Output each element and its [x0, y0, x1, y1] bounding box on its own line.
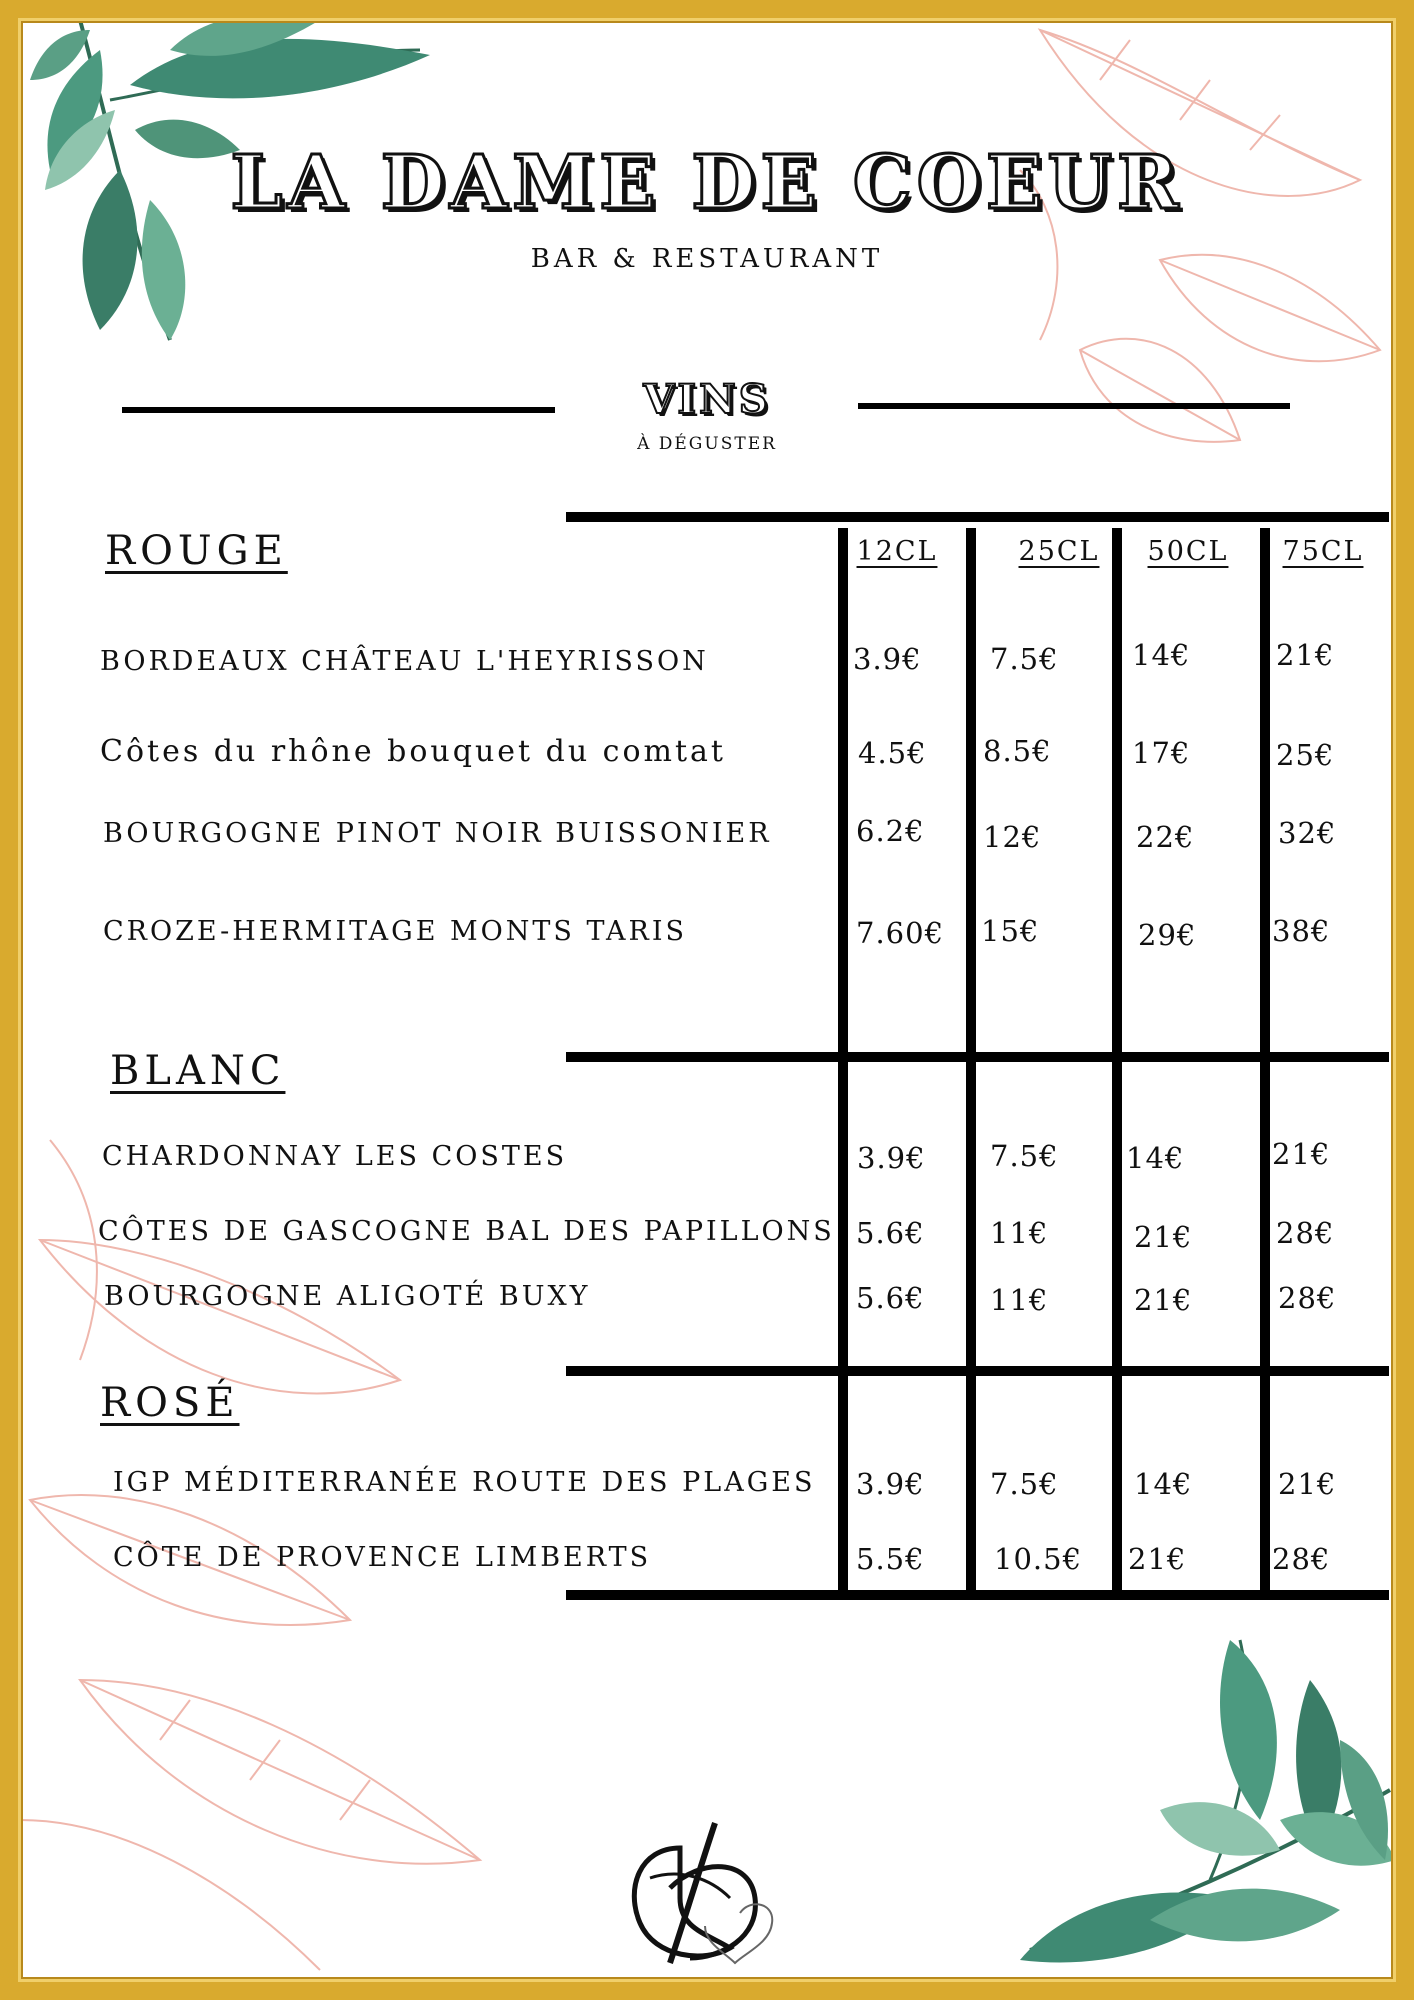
price-12cl: 3.9€ — [857, 1141, 926, 1175]
price-75cl: 38€ — [1272, 914, 1331, 948]
price-25cl: 12€ — [983, 820, 1042, 854]
column-rule — [1112, 528, 1122, 1590]
price-12cl: 4.5€ — [858, 736, 927, 770]
column-header-50cl: 50CL — [1147, 536, 1229, 567]
wine-name: CROZE-HERMITAGE MONTS TARIS — [103, 916, 688, 947]
price-12cl: 5.5€ — [856, 1542, 925, 1576]
wine-name: IGP MÉDITERRANÉE ROUTE DES PLAGES — [113, 1467, 816, 1498]
column-rule — [838, 528, 848, 1590]
price-25cl: 7.5€ — [990, 642, 1059, 676]
section-subtitle: À DÉGUSTER — [637, 434, 777, 454]
column-header-12cl: 12CL — [856, 536, 938, 567]
wine-name: CÔTES DE GASCOGNE BAL DES PAPILLONS — [98, 1216, 835, 1247]
price-12cl: 5.6€ — [856, 1216, 925, 1250]
table-top-rule — [566, 512, 1389, 522]
price-50cl: 21€ — [1128, 1542, 1187, 1576]
price-75cl: 21€ — [1276, 638, 1335, 672]
category-rouge: ROUGE — [105, 528, 288, 574]
price-75cl: 21€ — [1278, 1467, 1337, 1501]
restaurant-name: LA DAME DE COEUR — [230, 140, 1184, 226]
price-50cl: 14€ — [1126, 1141, 1185, 1175]
wine-name: CHARDONNAY LES COSTES — [102, 1141, 568, 1172]
price-25cl: 10.5€ — [994, 1542, 1083, 1576]
price-50cl: 29€ — [1138, 918, 1197, 952]
price-50cl: 17€ — [1132, 736, 1191, 770]
price-75cl: 32€ — [1278, 816, 1337, 850]
table-bottom-rule — [566, 1590, 1389, 1600]
category-rose: ROSÉ — [100, 1380, 240, 1426]
monogram-dc-heart-icon — [620, 1818, 800, 1968]
price-75cl: 28€ — [1278, 1281, 1337, 1315]
price-25cl: 15€ — [981, 914, 1040, 948]
price-75cl: 28€ — [1276, 1216, 1335, 1250]
price-25cl: 11€ — [990, 1216, 1049, 1250]
price-50cl: 14€ — [1134, 1467, 1193, 1501]
price-25cl: 8.5€ — [983, 734, 1052, 768]
wine-name: BOURGOGNE PINOT NOIR BUISSONIER — [103, 818, 772, 849]
price-12cl: 7.60€ — [856, 916, 945, 950]
eucalyptus-leaves-icon — [1010, 1620, 1400, 1980]
wine-name: BORDEAUX CHÂTEAU L'HEYRISSON — [100, 646, 709, 677]
price-12cl: 6.2€ — [856, 814, 925, 848]
price-75cl: 25€ — [1276, 738, 1335, 772]
column-header-75cl: 75CL — [1282, 536, 1364, 567]
wine-name: BOURGOGNE ALIGOTÉ BUXY — [104, 1281, 591, 1312]
category-blanc: BLANC — [110, 1048, 286, 1094]
price-50cl: 21€ — [1134, 1283, 1193, 1317]
price-12cl: 5.6€ — [856, 1281, 925, 1315]
column-header-25cl: 25CL — [1018, 536, 1100, 567]
restaurant-tagline: BAR & RESTAURANT — [530, 244, 884, 274]
column-rule — [1260, 528, 1270, 1590]
wine-name: CÔTE DE PROVENCE LIMBERTS — [113, 1542, 652, 1573]
price-50cl: 22€ — [1136, 820, 1195, 854]
section-title: VINS — [643, 376, 771, 423]
price-25cl: 7.5€ — [990, 1139, 1059, 1173]
column-rule — [966, 528, 976, 1590]
price-12cl: 3.9€ — [856, 1467, 925, 1501]
price-75cl: 28€ — [1272, 1542, 1331, 1576]
wine-name: Côtes du rhône bouquet du comtat — [100, 734, 726, 769]
price-75cl: 21€ — [1272, 1137, 1331, 1171]
price-50cl: 14€ — [1132, 638, 1191, 672]
price-12cl: 3.9€ — [853, 642, 922, 676]
price-25cl: 7.5€ — [990, 1467, 1059, 1501]
price-25cl: 11€ — [990, 1283, 1049, 1317]
price-50cl: 21€ — [1134, 1220, 1193, 1254]
